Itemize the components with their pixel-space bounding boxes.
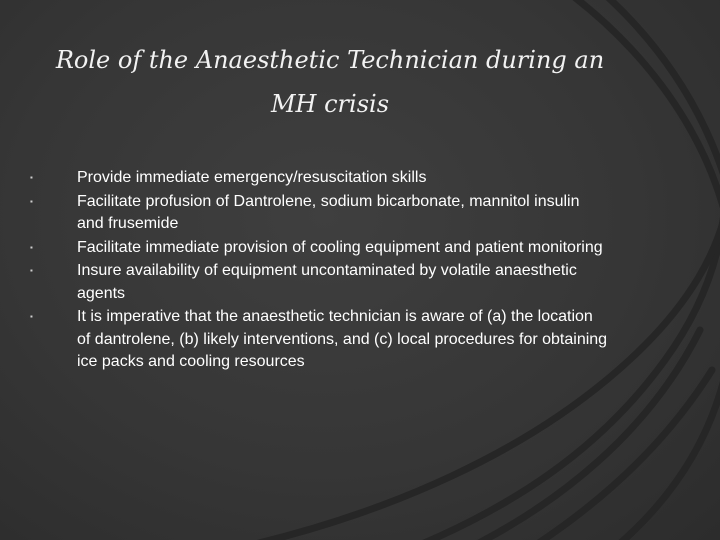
bullet-icon: ▪ [30,196,33,206]
bullet-list [0,167,610,375]
bullet-icon: ▪ [30,266,33,275]
bullet-icon: ▪ [30,173,33,182]
bullet-item [0,167,610,190]
bullet-icon: ▪ [30,312,33,321]
bullet-text: Insure availability of equipment uncontaminated by volatile anaesthetic agents [77,262,577,302]
bullet-text: Facilitate profusion of Dantrolene, sodium bicarbonate, mannitol insulin and frusemide [77,192,580,232]
bullet-text: Facilitate immediate provision of cooling equipment and patient monitoring [77,238,603,256]
bullet-item [0,191,610,236]
slide-title: Role of the Anaesthetic Technician during an MH crisis [55,46,605,118]
bullet-item [0,260,610,305]
arc-6 [520,370,712,540]
bullet-item [0,237,610,260]
bullet-item [0,306,610,374]
bullet-icon: ▪ [30,242,33,252]
bullet-text: It is imperative that the anaesthetic technician is aware of (a) the location of dantrolene, (b) likely interventions, and (c) local procedures for obtaining ice packs and cooling resources [77,308,608,370]
bullet-text: Provide immediate emergency/resuscitation skills [77,169,427,186]
